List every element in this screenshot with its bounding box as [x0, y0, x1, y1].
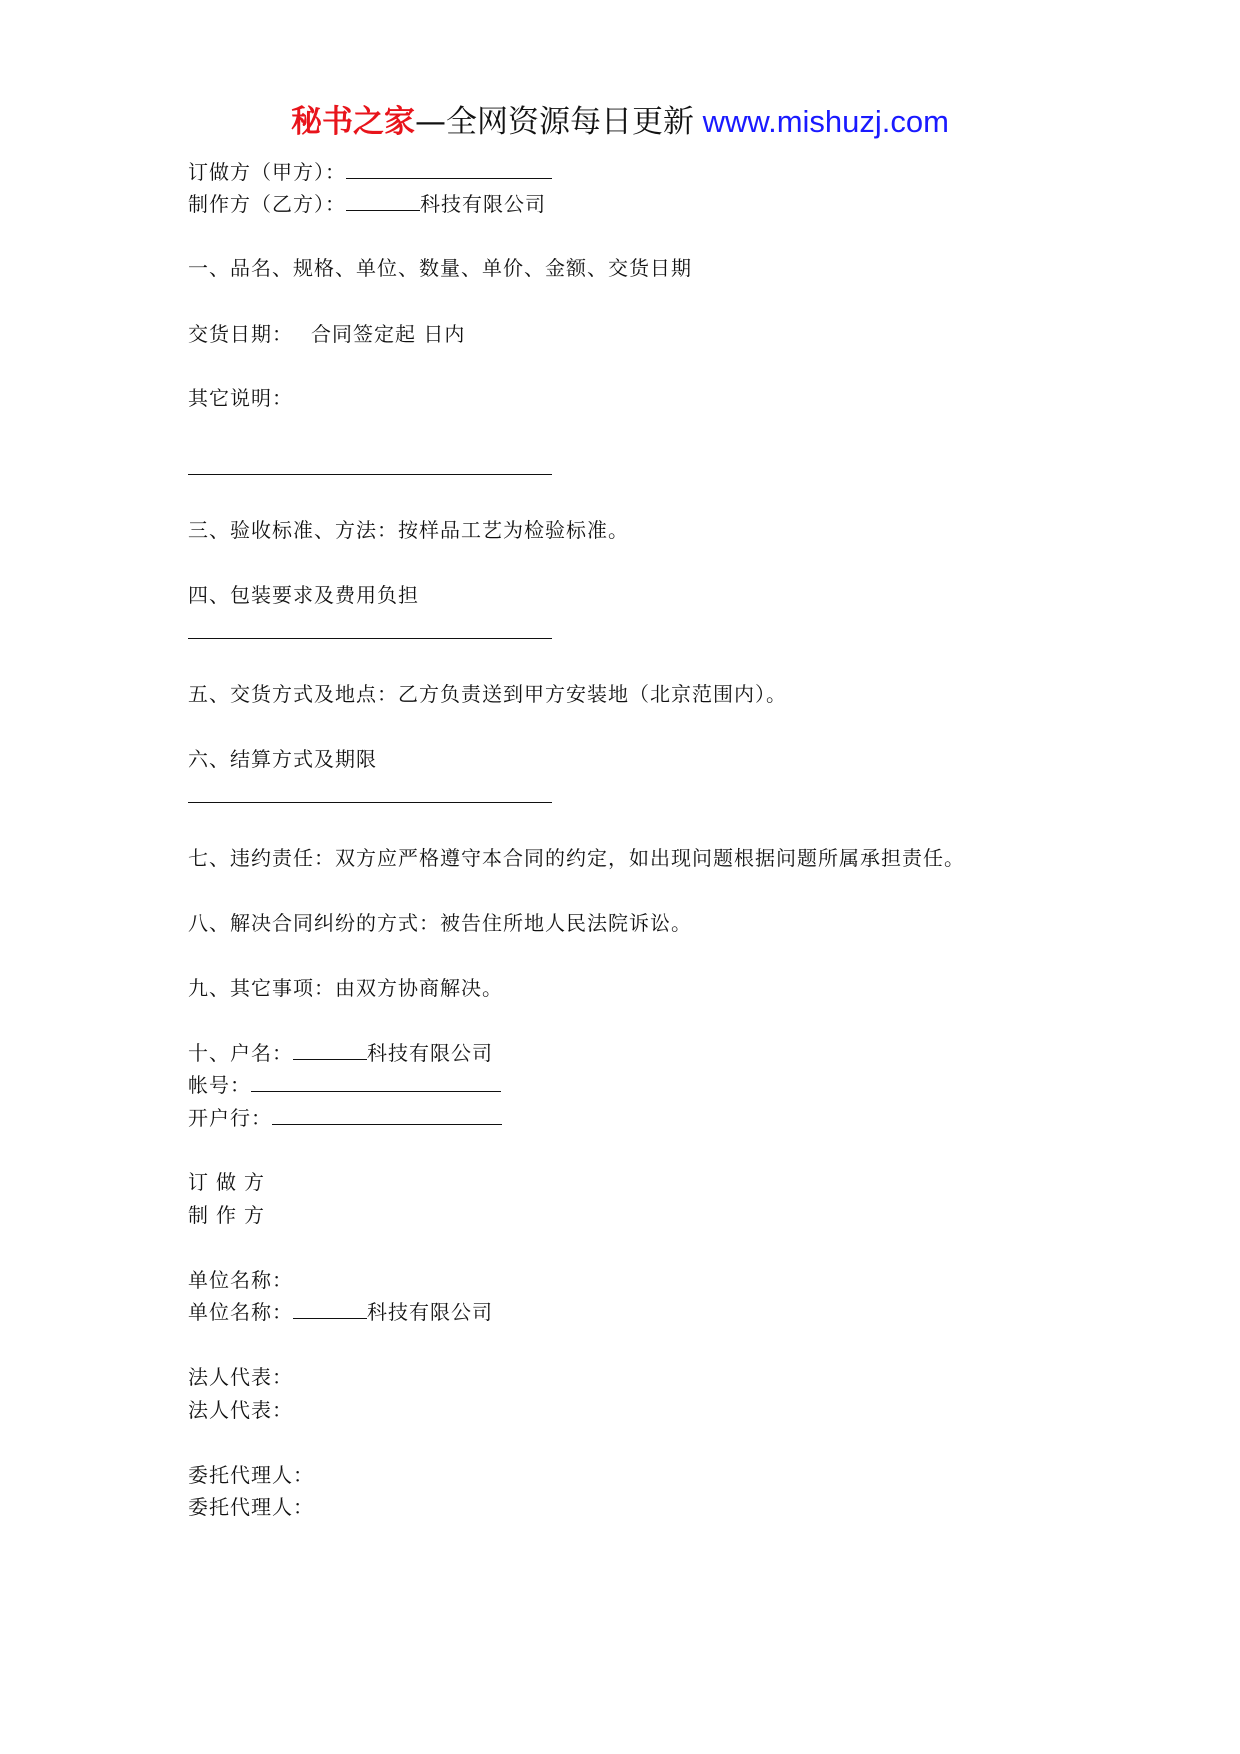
section-4-heading: 四、包装要求及费用负担 — [188, 583, 419, 607]
legal-rep-maker: 法人代表： — [188, 1398, 293, 1422]
account-name-label: 十、户名： — [188, 1041, 293, 1065]
delivery-date-label: 交货日期： — [188, 322, 293, 346]
orderer-party-line — [188, 158, 552, 186]
section-7-heading: 七、违约责任：双方应严格遵守本合同的约定，如出现问题根据问题所属承担责任。 — [188, 846, 965, 870]
unit-name-maker-line — [188, 1298, 493, 1326]
maker-party-suffix: 科技有限公司 — [420, 192, 546, 216]
section-5-heading: 五、交货方式及地点：乙方负责送到甲方安装地（北京范围内）。 — [188, 682, 787, 706]
unit-name-orderer: 单位名称： — [188, 1268, 293, 1292]
maker-party-label: 制作方（乙方）： — [188, 192, 346, 216]
section-6-heading: 六、结算方式及期限 — [188, 747, 377, 771]
legal-rep-orderer: 法人代表： — [188, 1365, 293, 1389]
banner-url-link[interactable]: www.mishuzj.com — [694, 104, 949, 139]
other-notes-blank-rule — [188, 474, 552, 475]
account-number-label: 帐号： — [188, 1073, 251, 1097]
account-name-blank — [293, 1041, 367, 1060]
banner-brand: 秘书之家 — [291, 104, 416, 140]
section-9-heading: 九、其它事项：由双方协商解决。 — [188, 976, 503, 1000]
maker-party-blank — [346, 192, 420, 211]
bank-line — [188, 1104, 502, 1132]
account-number-line — [188, 1071, 501, 1099]
section-1-heading: 一、品名、规格、单位、数量、单价、金额、交货日期 — [188, 256, 692, 280]
orderer-party-blank — [346, 160, 552, 179]
delivery-date-text: 合同签定起 日内 — [311, 322, 466, 346]
agent-maker: 委托代理人： — [188, 1495, 314, 1519]
section-6-blank-rule — [188, 802, 552, 803]
unit-name-maker-suffix: 科技有限公司 — [367, 1300, 493, 1324]
orderer-signature-heading: 订做方 — [188, 1170, 272, 1194]
delivery-date-line — [188, 320, 465, 348]
agent-orderer: 委托代理人： — [188, 1463, 314, 1487]
site-banner — [0, 100, 1240, 144]
maker-party-line — [188, 190, 546, 218]
banner-dash: — — [415, 104, 447, 140]
bank-blank — [272, 1106, 502, 1125]
section-8-heading: 八、解决合同纠纷的方式：被告住所地人民法院诉讼。 — [188, 911, 692, 935]
maker-signature-heading: 制作方 — [188, 1203, 272, 1227]
section-3-heading: 三、验收标准、方法：按样品工艺为检验标准。 — [188, 518, 629, 542]
unit-name-maker-label: 单位名称： — [188, 1300, 293, 1324]
account-number-blank — [251, 1073, 501, 1092]
account-name-line — [188, 1039, 493, 1067]
other-notes-label: 其它说明： — [188, 386, 293, 410]
bank-label: 开户行： — [188, 1106, 272, 1130]
banner-slogan: 全网资源每日更新 — [446, 104, 695, 140]
unit-name-maker-blank — [293, 1300, 367, 1319]
orderer-party-label: 订做方（甲方）： — [188, 160, 346, 184]
account-name-suffix: 科技有限公司 — [367, 1041, 493, 1065]
section-4-blank-rule — [188, 638, 552, 639]
